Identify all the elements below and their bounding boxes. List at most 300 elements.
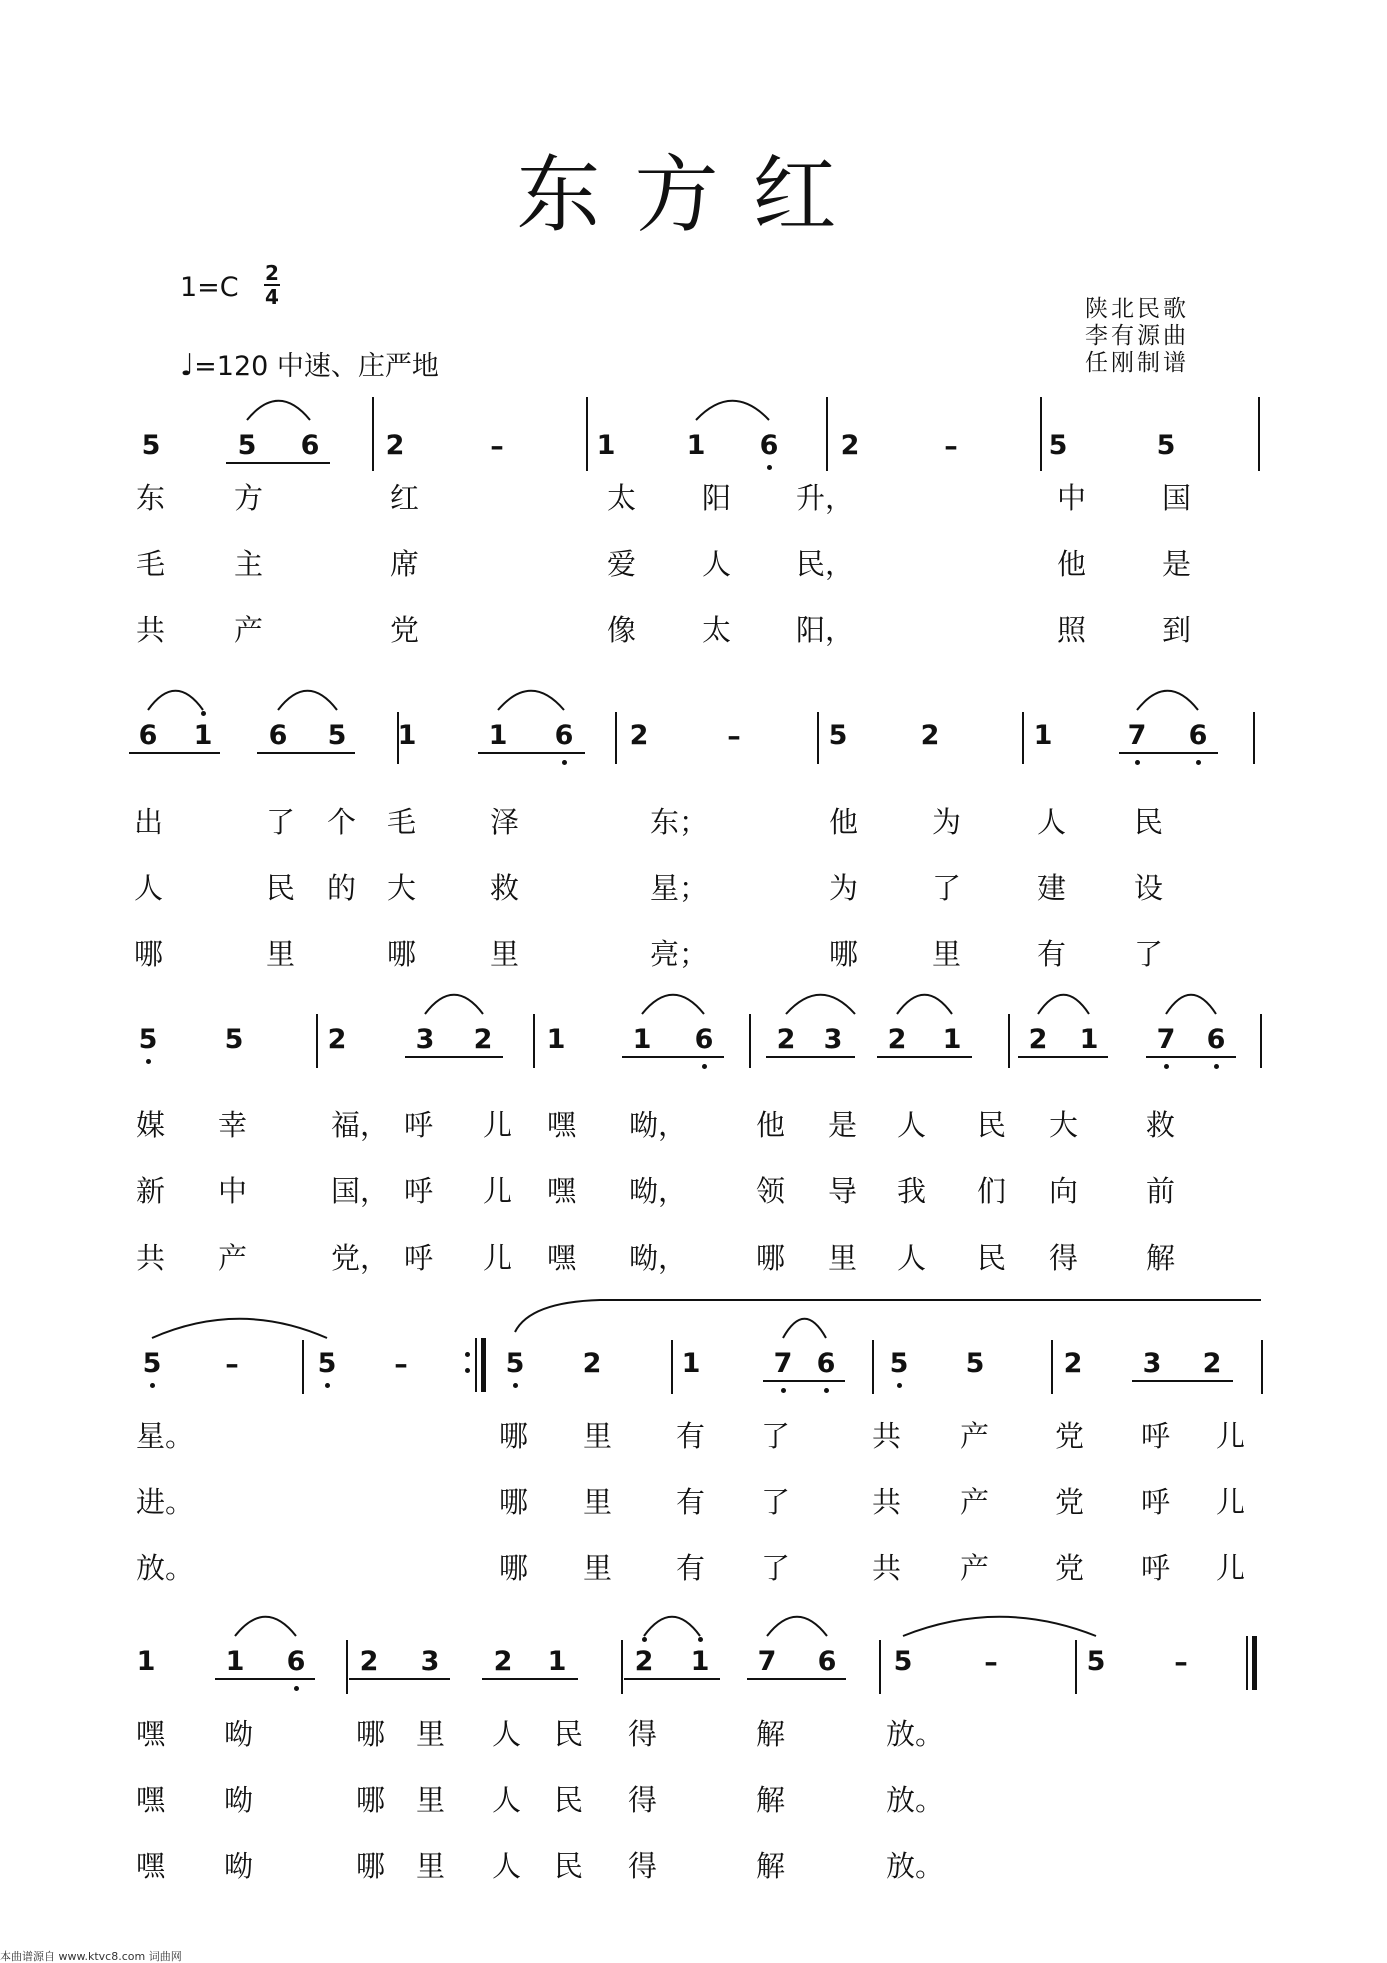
- lyric-char: 阳: [702, 481, 732, 515]
- lyric-char: 儿: [483, 1108, 513, 1142]
- barline: [533, 1014, 535, 1068]
- dash-rest: –: [394, 1349, 408, 1380]
- barline: [615, 712, 617, 764]
- lyric-char: 太: [702, 613, 732, 647]
- lyric-char: 建: [1037, 871, 1067, 905]
- barline: [1253, 712, 1255, 764]
- lyric-char: 人: [897, 1108, 927, 1142]
- lyric-char: 有: [676, 1551, 706, 1585]
- jianpu-note: 2: [1202, 1348, 1222, 1379]
- jianpu-note: 1: [942, 1024, 962, 1055]
- lyric-char: 产: [960, 1419, 990, 1453]
- repeat-barline-thick: [481, 1338, 486, 1392]
- lyric-char: 亮；: [650, 937, 709, 971]
- barline: [316, 1014, 318, 1068]
- lyric-char: 民: [977, 1241, 1007, 1275]
- eighth-underline: [622, 1056, 724, 1058]
- eighth-underline: [1018, 1056, 1108, 1058]
- lyric-char: 产: [960, 1485, 990, 1519]
- lyric-char: 大: [1049, 1108, 1079, 1142]
- jianpu-note: 6: [138, 720, 158, 751]
- lyric-char: 呼: [404, 1241, 434, 1275]
- jianpu-note: 5: [965, 1348, 985, 1379]
- lyric-char: 了: [761, 1419, 791, 1453]
- lyric-char: 了: [761, 1551, 791, 1585]
- lyric-char: 里: [266, 937, 296, 971]
- lyric-char: 解: [1146, 1241, 1176, 1275]
- jianpu-note: 2: [1028, 1024, 1048, 1055]
- lyric-char: 共: [136, 613, 166, 647]
- octave-dot-low: [146, 1059, 151, 1064]
- credit-composer: 李有源曲: [1085, 323, 1189, 349]
- lyric-char: 儿: [1216, 1551, 1246, 1585]
- eighth-underline: [482, 1678, 578, 1680]
- barline: [1075, 1640, 1077, 1694]
- lyric-char: 放。: [136, 1551, 195, 1585]
- lyric-char: 向: [1049, 1174, 1079, 1208]
- lyric-char: 里: [416, 1849, 446, 1883]
- lyric-char: 了: [932, 871, 962, 905]
- slur-path: [1137, 691, 1198, 710]
- jianpu-note: 2: [327, 1024, 347, 1055]
- octave-dot-low: [767, 465, 772, 470]
- octave-dot-low: [562, 760, 567, 765]
- lyric-char: 幸: [218, 1108, 248, 1142]
- time-signature-top: 2: [265, 261, 279, 285]
- slur: [757, 1612, 837, 1642]
- barline: [749, 1014, 751, 1068]
- jianpu-note: 2: [629, 720, 649, 751]
- jianpu-note: 2: [634, 1646, 654, 1677]
- lyric-char: 放。: [886, 1717, 945, 1751]
- lyric-char: 是: [1162, 547, 1192, 581]
- lyric-char: 救: [1146, 1108, 1176, 1142]
- lyric-char: 里: [583, 1485, 613, 1519]
- barline: [1258, 397, 1260, 471]
- lyric-char: 福，: [331, 1108, 390, 1142]
- lyric-char: 席: [390, 547, 420, 581]
- lyric-char: 呼: [404, 1108, 434, 1142]
- dash-rest: –: [727, 721, 741, 752]
- octave-dot-low: [513, 1383, 518, 1388]
- slur: [893, 1612, 1106, 1642]
- lyric-char: 的: [327, 871, 357, 905]
- lyric-char: 方: [234, 481, 264, 515]
- lyric-char: 爱: [607, 547, 637, 581]
- jianpu-note: 5: [138, 1024, 158, 1055]
- slur: [225, 1612, 306, 1642]
- barline: [1260, 1014, 1262, 1068]
- barline: [397, 712, 399, 764]
- lyric-char: 共: [136, 1241, 166, 1275]
- lyric-char: 中: [218, 1174, 248, 1208]
- lyric-char: 呼: [1141, 1485, 1171, 1519]
- repeat-barline: [475, 1338, 477, 1392]
- lyric-char: 嘿: [136, 1783, 166, 1817]
- slur-path: [498, 691, 564, 710]
- eighth-underline: [349, 1678, 450, 1680]
- eighth-underline: [1132, 1380, 1233, 1382]
- eighth-underline: [747, 1678, 846, 1680]
- lyric-char: 他: [829, 805, 859, 839]
- jianpu-note: 5: [142, 1348, 162, 1379]
- jianpu-note: 1: [596, 430, 616, 461]
- barline: [879, 1640, 881, 1694]
- lyric-char: 得: [1049, 1241, 1079, 1275]
- barline: [1261, 1340, 1263, 1394]
- jianpu-note: 1: [1033, 720, 1053, 751]
- lyric-char: 民，: [796, 547, 855, 581]
- jianpu-note: 5: [828, 720, 848, 751]
- slur-path: [642, 995, 704, 1014]
- lyric-char: 得: [628, 1783, 658, 1817]
- eighth-underline: [1119, 752, 1218, 754]
- barline: [1022, 712, 1024, 764]
- lyric-char: 主: [234, 547, 264, 581]
- slur-path: [897, 995, 952, 1014]
- lyric-char: 民: [554, 1849, 584, 1883]
- lyric-char: 人: [897, 1241, 927, 1275]
- lyric-char: 为: [829, 871, 859, 905]
- lyric-char: 领: [756, 1174, 786, 1208]
- lyric-char: 哪: [356, 1717, 386, 1751]
- lyric-char: 导: [828, 1174, 858, 1208]
- eighth-underline: [624, 1678, 720, 1680]
- eighth-underline: [257, 752, 355, 754]
- lyric-char: 儿: [483, 1174, 513, 1208]
- lyric-char: 哪: [499, 1419, 529, 1453]
- jianpu-note: 3: [823, 1024, 843, 1055]
- eighth-underline: [763, 1380, 845, 1382]
- lyric-char: 民: [1134, 805, 1164, 839]
- lyric-char: 放。: [886, 1849, 945, 1883]
- lyric-char: 解: [756, 1717, 786, 1751]
- lyric-char: 里: [416, 1783, 446, 1817]
- lyric-char: 民: [266, 871, 296, 905]
- quarter-note-icon: ♩: [180, 348, 195, 383]
- lyric-char: 呦: [224, 1783, 254, 1817]
- lyric-char: 共: [872, 1485, 902, 1519]
- slur: [887, 990, 962, 1020]
- lyric-char: 儿: [483, 1241, 513, 1275]
- jianpu-note: 5: [224, 1024, 244, 1055]
- lyric-char: 党: [390, 613, 420, 647]
- lyric-char: 国，: [331, 1174, 390, 1208]
- slur-path: [767, 1617, 827, 1636]
- jianpu-note: 1: [193, 720, 213, 751]
- lyric-char: 党: [1055, 1419, 1085, 1453]
- lyric-char: 人: [492, 1849, 522, 1883]
- jianpu-note: 3: [415, 1024, 435, 1055]
- lyric-char: 个: [327, 805, 357, 839]
- dash-rest: –: [490, 431, 504, 462]
- lyric-char: 了: [1134, 937, 1164, 971]
- lyric-char: 哪: [134, 937, 164, 971]
- lyric-char: 哪: [829, 937, 859, 971]
- lyric-char: 媒: [136, 1108, 166, 1142]
- octave-dot-low: [294, 1686, 299, 1691]
- dash-rest: –: [225, 1349, 239, 1380]
- jianpu-note: 1: [1079, 1024, 1099, 1055]
- lyric-char: 产: [218, 1241, 248, 1275]
- lyric-char: 嘿: [136, 1849, 166, 1883]
- jianpu-note: 6: [286, 1646, 306, 1677]
- slur: [142, 1314, 337, 1344]
- lyric-char: 中: [1057, 481, 1087, 515]
- lyric-char: 大: [387, 871, 417, 905]
- lyric-char: 得: [628, 1849, 658, 1883]
- eighth-underline: [129, 752, 220, 754]
- tempo-marking: [180, 344, 439, 383]
- jianpu-note: 1: [632, 1024, 652, 1055]
- lyric-char: 哪: [499, 1485, 529, 1519]
- lyric-char: 了: [761, 1485, 791, 1519]
- slur-path: [152, 1319, 327, 1338]
- credits: [1085, 296, 1189, 377]
- octave-dot-low: [897, 1383, 902, 1388]
- slur: [415, 990, 493, 1020]
- lyric-char: 有: [676, 1485, 706, 1519]
- dash-rest: –: [1174, 1647, 1188, 1678]
- lyric-char: 得: [628, 1717, 658, 1751]
- jianpu-note: 1: [686, 430, 706, 461]
- jianpu-note: 5: [327, 720, 347, 751]
- tempo-text: =120 中速、庄严地: [194, 351, 439, 382]
- lyric-char: 星。: [136, 1419, 195, 1453]
- lyric-char: 儿: [1216, 1485, 1246, 1519]
- jianpu-note: 6: [554, 720, 574, 751]
- lyric-char: 太: [607, 481, 637, 515]
- lyric-char: 呦，: [629, 1241, 688, 1275]
- lyric-char: 里: [583, 1551, 613, 1585]
- lyric-char: 呼: [404, 1174, 434, 1208]
- lyric-char: 里: [416, 1717, 446, 1751]
- lyric-char: 泽: [490, 805, 520, 839]
- lyric-char: 有: [676, 1419, 706, 1453]
- lyric-char: 呦，: [629, 1174, 688, 1208]
- lyric-char: 有: [1037, 937, 1067, 971]
- lyric-char: 人: [702, 547, 732, 581]
- lyric-char: 嘿: [547, 1174, 577, 1208]
- jianpu-note: 7: [757, 1646, 777, 1677]
- lyric-char: 里: [828, 1241, 858, 1275]
- credit-transcriber: 任刚制谱: [1085, 350, 1189, 376]
- jianpu-note: 1: [488, 720, 508, 751]
- jianpu-note: 2: [840, 430, 860, 461]
- source-footer: 本曲谱源自 www.ktvc8.com 词曲网: [0, 1950, 182, 1963]
- key-signature: 1=C: [180, 272, 239, 303]
- lyric-char: 嘿: [136, 1717, 166, 1751]
- lyric-char: 红: [390, 481, 420, 515]
- slur-path: [696, 401, 769, 420]
- slur-path: [786, 995, 855, 1014]
- jianpu-note: 5: [1156, 430, 1176, 461]
- eighth-underline: [405, 1056, 503, 1058]
- octave-dot-low: [1135, 760, 1140, 765]
- lyric-char: 为: [932, 805, 962, 839]
- eighth-underline: [215, 1678, 315, 1680]
- eighth-underline: [877, 1056, 972, 1058]
- eighth-underline: [1146, 1056, 1236, 1058]
- octave-dot-low: [1196, 760, 1201, 765]
- lyric-char: 里: [583, 1419, 613, 1453]
- lyric-char: 嘿: [547, 1241, 577, 1275]
- final-barline: [1246, 1636, 1248, 1690]
- final-barline-thick: [1252, 1636, 1257, 1690]
- jianpu-note: 3: [420, 1646, 440, 1677]
- slur: [776, 990, 865, 1020]
- lyric-char: 他: [1057, 547, 1087, 581]
- jianpu-note: 1: [547, 1646, 567, 1677]
- jianpu-note: 7: [1127, 720, 1147, 751]
- barline: [621, 1640, 623, 1694]
- jianpu-note: 5: [505, 1348, 525, 1379]
- lyric-char: 解: [756, 1849, 786, 1883]
- lyric-char: 党: [1055, 1551, 1085, 1585]
- jianpu-note: 7: [1156, 1024, 1176, 1055]
- barline: [302, 1340, 304, 1394]
- lyric-char: 民: [977, 1108, 1007, 1142]
- lyric-char: 升，: [796, 481, 855, 515]
- phrase-slur: [510, 1294, 1266, 1334]
- jianpu-note: 1: [690, 1646, 710, 1677]
- jianpu-note: 6: [1188, 720, 1208, 751]
- slur: [686, 396, 779, 426]
- slur: [268, 686, 347, 716]
- jianpu-note: 5: [141, 430, 161, 461]
- lyric-char: 呦，: [629, 1108, 688, 1142]
- barline: [671, 1340, 673, 1394]
- jianpu-note: 1: [225, 1646, 245, 1677]
- jianpu-note: 6: [1206, 1024, 1226, 1055]
- lyric-char: 哪: [356, 1783, 386, 1817]
- lyric-char: 哪: [499, 1551, 529, 1585]
- barline: [346, 1640, 348, 1694]
- lyric-char: 产: [234, 613, 264, 647]
- barline: [872, 1340, 874, 1394]
- slur: [1156, 990, 1226, 1020]
- lyric-char: 前: [1146, 1174, 1176, 1208]
- jianpu-note: 2: [887, 1024, 907, 1055]
- jianpu-note: 2: [582, 1348, 602, 1379]
- jianpu-note: 6: [694, 1024, 714, 1055]
- lyric-char: 儿: [1216, 1419, 1246, 1453]
- jianpu-note: 2: [493, 1646, 513, 1677]
- jianpu-note: 7: [773, 1348, 793, 1379]
- barline: [586, 397, 588, 471]
- octave-dot-low: [325, 1383, 330, 1388]
- lyric-char: 解: [756, 1783, 786, 1817]
- lyric-char: 呼: [1141, 1551, 1171, 1585]
- repeat-dot: [465, 1352, 470, 1357]
- jianpu-note: 5: [889, 1348, 909, 1379]
- lyric-char: 党: [1055, 1485, 1085, 1519]
- lyric-char: 设: [1134, 871, 1164, 905]
- time-signature-bottom: 4: [265, 285, 279, 309]
- lyric-char: 人: [1037, 805, 1067, 839]
- jianpu-note: 1: [546, 1024, 566, 1055]
- jianpu-note: 5: [237, 430, 257, 461]
- slur: [1028, 990, 1099, 1020]
- slur-path: [1166, 995, 1216, 1014]
- lyric-char: 国: [1162, 481, 1192, 515]
- slur-path: [644, 1617, 700, 1636]
- slur-path: [425, 995, 483, 1014]
- dash-rest: –: [944, 431, 958, 462]
- octave-dot-low: [150, 1383, 155, 1388]
- lyric-char: 进。: [136, 1485, 195, 1519]
- lyric-char: 民: [554, 1783, 584, 1817]
- lyric-char: 呦: [224, 1849, 254, 1883]
- lyric-char: 了: [266, 805, 296, 839]
- lyric-char: 照: [1057, 613, 1087, 647]
- lyric-char: 呦: [224, 1717, 254, 1751]
- lyric-char: 是: [828, 1108, 858, 1142]
- jianpu-note: 5: [1086, 1646, 1106, 1677]
- lyric-char: 哪: [356, 1849, 386, 1883]
- lyric-char: 东: [136, 481, 166, 515]
- lyric-char: 人: [492, 1717, 522, 1751]
- lyric-char: 放。: [886, 1783, 945, 1817]
- slur-path: [278, 691, 337, 710]
- lyric-char: 产: [960, 1551, 990, 1585]
- octave-dot-low: [1214, 1064, 1219, 1069]
- slur: [138, 686, 213, 716]
- lyric-char: 星；: [650, 871, 709, 905]
- lyric-char: 到: [1162, 613, 1192, 647]
- slur-path: [1038, 995, 1089, 1014]
- jianpu-note: 5: [893, 1646, 913, 1677]
- octave-dot-low: [781, 1388, 786, 1393]
- barline: [1051, 1340, 1053, 1394]
- octave-dot-low: [824, 1388, 829, 1393]
- lyric-char: 我: [897, 1174, 927, 1208]
- lyric-char: 哪: [387, 937, 417, 971]
- lyric-char: 毛: [387, 805, 417, 839]
- jianpu-note: 6: [816, 1348, 836, 1379]
- time-signature: [262, 262, 282, 308]
- octave-dot-low: [1164, 1064, 1169, 1069]
- jianpu-note: 5: [317, 1348, 337, 1379]
- barline: [826, 397, 828, 471]
- song-title: 东方红: [516, 146, 871, 244]
- lyric-char: 阳，: [796, 613, 855, 647]
- lyric-char: 新: [136, 1174, 166, 1208]
- octave-dot-low: [702, 1064, 707, 1069]
- jianpu-note: 1: [681, 1348, 701, 1379]
- jianpu-note: 1: [397, 720, 417, 751]
- jianpu-note: 2: [1063, 1348, 1083, 1379]
- lyric-char: 毛: [136, 547, 166, 581]
- slur: [634, 1612, 710, 1642]
- jianpu-note: 3: [1142, 1348, 1162, 1379]
- eighth-underline: [226, 462, 330, 464]
- jianpu-note: 5: [1048, 430, 1068, 461]
- jianpu-note: 6: [817, 1646, 837, 1677]
- jianpu-note: 2: [359, 1646, 379, 1677]
- slur-path: [247, 401, 310, 420]
- slur: [237, 396, 320, 426]
- dash-rest: –: [984, 1647, 998, 1678]
- phrase-slur-path: [515, 1300, 1261, 1332]
- lyric-char: 民: [554, 1717, 584, 1751]
- lyric-char: 人: [492, 1783, 522, 1817]
- barline: [817, 712, 819, 764]
- slur-path: [903, 1617, 1096, 1636]
- lyric-char: 嘿: [547, 1108, 577, 1142]
- lyric-char: 人: [134, 871, 164, 905]
- eighth-underline: [478, 752, 585, 754]
